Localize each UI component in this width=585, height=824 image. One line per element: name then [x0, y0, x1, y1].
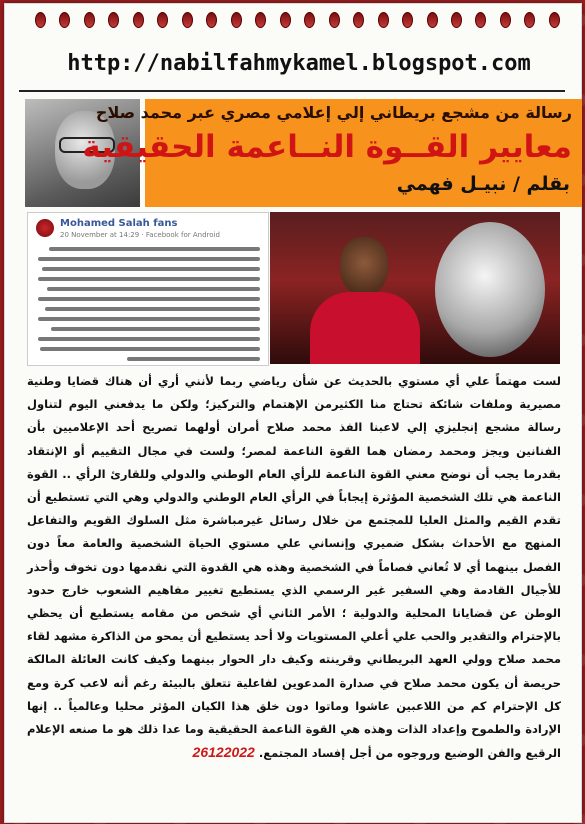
- spiral-ring: [329, 12, 340, 28]
- article-header: [25, 99, 577, 207]
- spiral-ring: [280, 12, 291, 28]
- notebook-page: [4, 3, 582, 823]
- spiral-ring: [231, 12, 242, 28]
- spiral-ring: [59, 12, 70, 28]
- fb-post-meta: 20 November at 14:29 · Facebook for Android: [60, 231, 220, 239]
- spiral-ring: [255, 12, 266, 28]
- facebook-post-screenshot: [27, 212, 269, 366]
- spiral-ring: [182, 12, 193, 28]
- article-subtitle: رسالة من مشجع بريطاني إلي إعلامي مصري عبر محمد صلاح: [95, 103, 572, 122]
- spiral-binding: [35, 12, 560, 28]
- article-date: 26122022: [192, 744, 255, 761]
- salah-trophy-photo: [270, 212, 560, 364]
- spiral-ring: [84, 12, 95, 28]
- article-byline: بقلم / نبيـل فهمي: [396, 173, 570, 195]
- spiral-ring: [524, 12, 535, 28]
- header-divider: [19, 90, 565, 92]
- article-title: معايير القــوة النــاعمة الحقيقية: [82, 129, 572, 165]
- spiral-ring: [475, 12, 486, 28]
- title-banner: [82, 99, 582, 207]
- player-figure: [310, 232, 420, 364]
- blog-url[interactable]: http://nabilfahmykamel.blogspot.com: [67, 51, 531, 76]
- spiral-ring: [451, 12, 462, 28]
- spiral-ring: [133, 12, 144, 28]
- spiral-ring: [206, 12, 217, 28]
- article-body: [27, 370, 561, 765]
- spiral-ring: [427, 12, 438, 28]
- fb-post-text: [38, 247, 260, 367]
- spiral-ring: [108, 12, 119, 28]
- spiral-ring: [157, 12, 168, 28]
- spiral-ring: [549, 12, 560, 28]
- fb-avatar: [36, 219, 54, 237]
- fb-author-name: Mohamed Salah fans: [60, 218, 178, 229]
- spiral-ring: [378, 12, 389, 28]
- trophy-shield: [435, 222, 545, 357]
- spiral-ring: [35, 12, 46, 28]
- spiral-ring: [402, 12, 413, 28]
- spiral-ring: [500, 12, 511, 28]
- article-body-text: لست مهتماً علي أي مستوي بالحديث عن شأن رياضي ربما لأنني أري أن هناك قضايا وطنية مصيرية وملفات شائكة تحتاج منا الكثيرمن الإهتمام والتركيز؛ ولكن ما يدفعني اليوم لتناول رسالة مشجع إنجليزي إلي لاعبنا الفذ محمد صلاح أمران أولهما تصريح أحد الإعلاميين بأن الفنانين ويجز ومحمد رمضان هما القوة الناعمة لمصر؛ ولست في مجال التقييم أو الإنتقاد بقدرما يجب أن نوضح معني القوة الناعمة للرأي العام الوطني والدولي وللقارئ الرأي .. القوة الناعمة هي تلك الشخصية المؤثرة إيجاباً في الرأي العام الوطني والدولي وهي التي تستطيع أن تقدم القيم والمثل العليا للمجتمع من خلال رسائل غيرمباشرة مثل السلوك القويم والتفاعل المنهج مع الأحداث بشكل ضميري وإنساني علي مستوي الحياة الشخصية والعامة معاً دون الفصل بينهما أي لا تُعاني فصاماً في الشخصية وهذه هي القدوة التي نقدمها دون تخوف وأحذر للأجيال القادمة وهي السفير غير الرسمي الذي يستطيع تغيير مفاهيم الشعوب خارج حدود الوطن عن قضايانا المحلية والدولية ؛ الأمر الثاني أي شخص من مقامه يستطيع أن يحظي بالإحترام والتقدير والحب علي أعلي المستويات ولا أحد يستطيع أن يمحو من الذاكرة مشهد لقاء محمد صلاح وولي العهد البريطاني وقرينته وكيف دار الحوار بينهما وكيف كانت العائلة المالكة حريصة أن يكون محمد صلاح في صدارة المدعوين لفاعلية تتعلق بالبيئة رغم أنه لاعب كرة ومع كل الإحترام كم من اللاعبين عاشوا وماتوا دون خلق هذا الكيان المؤثر محليا وعالمياً .. إنها الإرادة والطموح وإعداد الذات وهذه هي القوة الناعمة الحقيقية وما عدا ذلك هو ما صنعه الإعلام الرقيع والفن الوضيع وروجوه من أجل إفساد المجتمع.: [27, 374, 561, 761]
- spiral-ring: [304, 12, 315, 28]
- spiral-ring: [353, 12, 364, 28]
